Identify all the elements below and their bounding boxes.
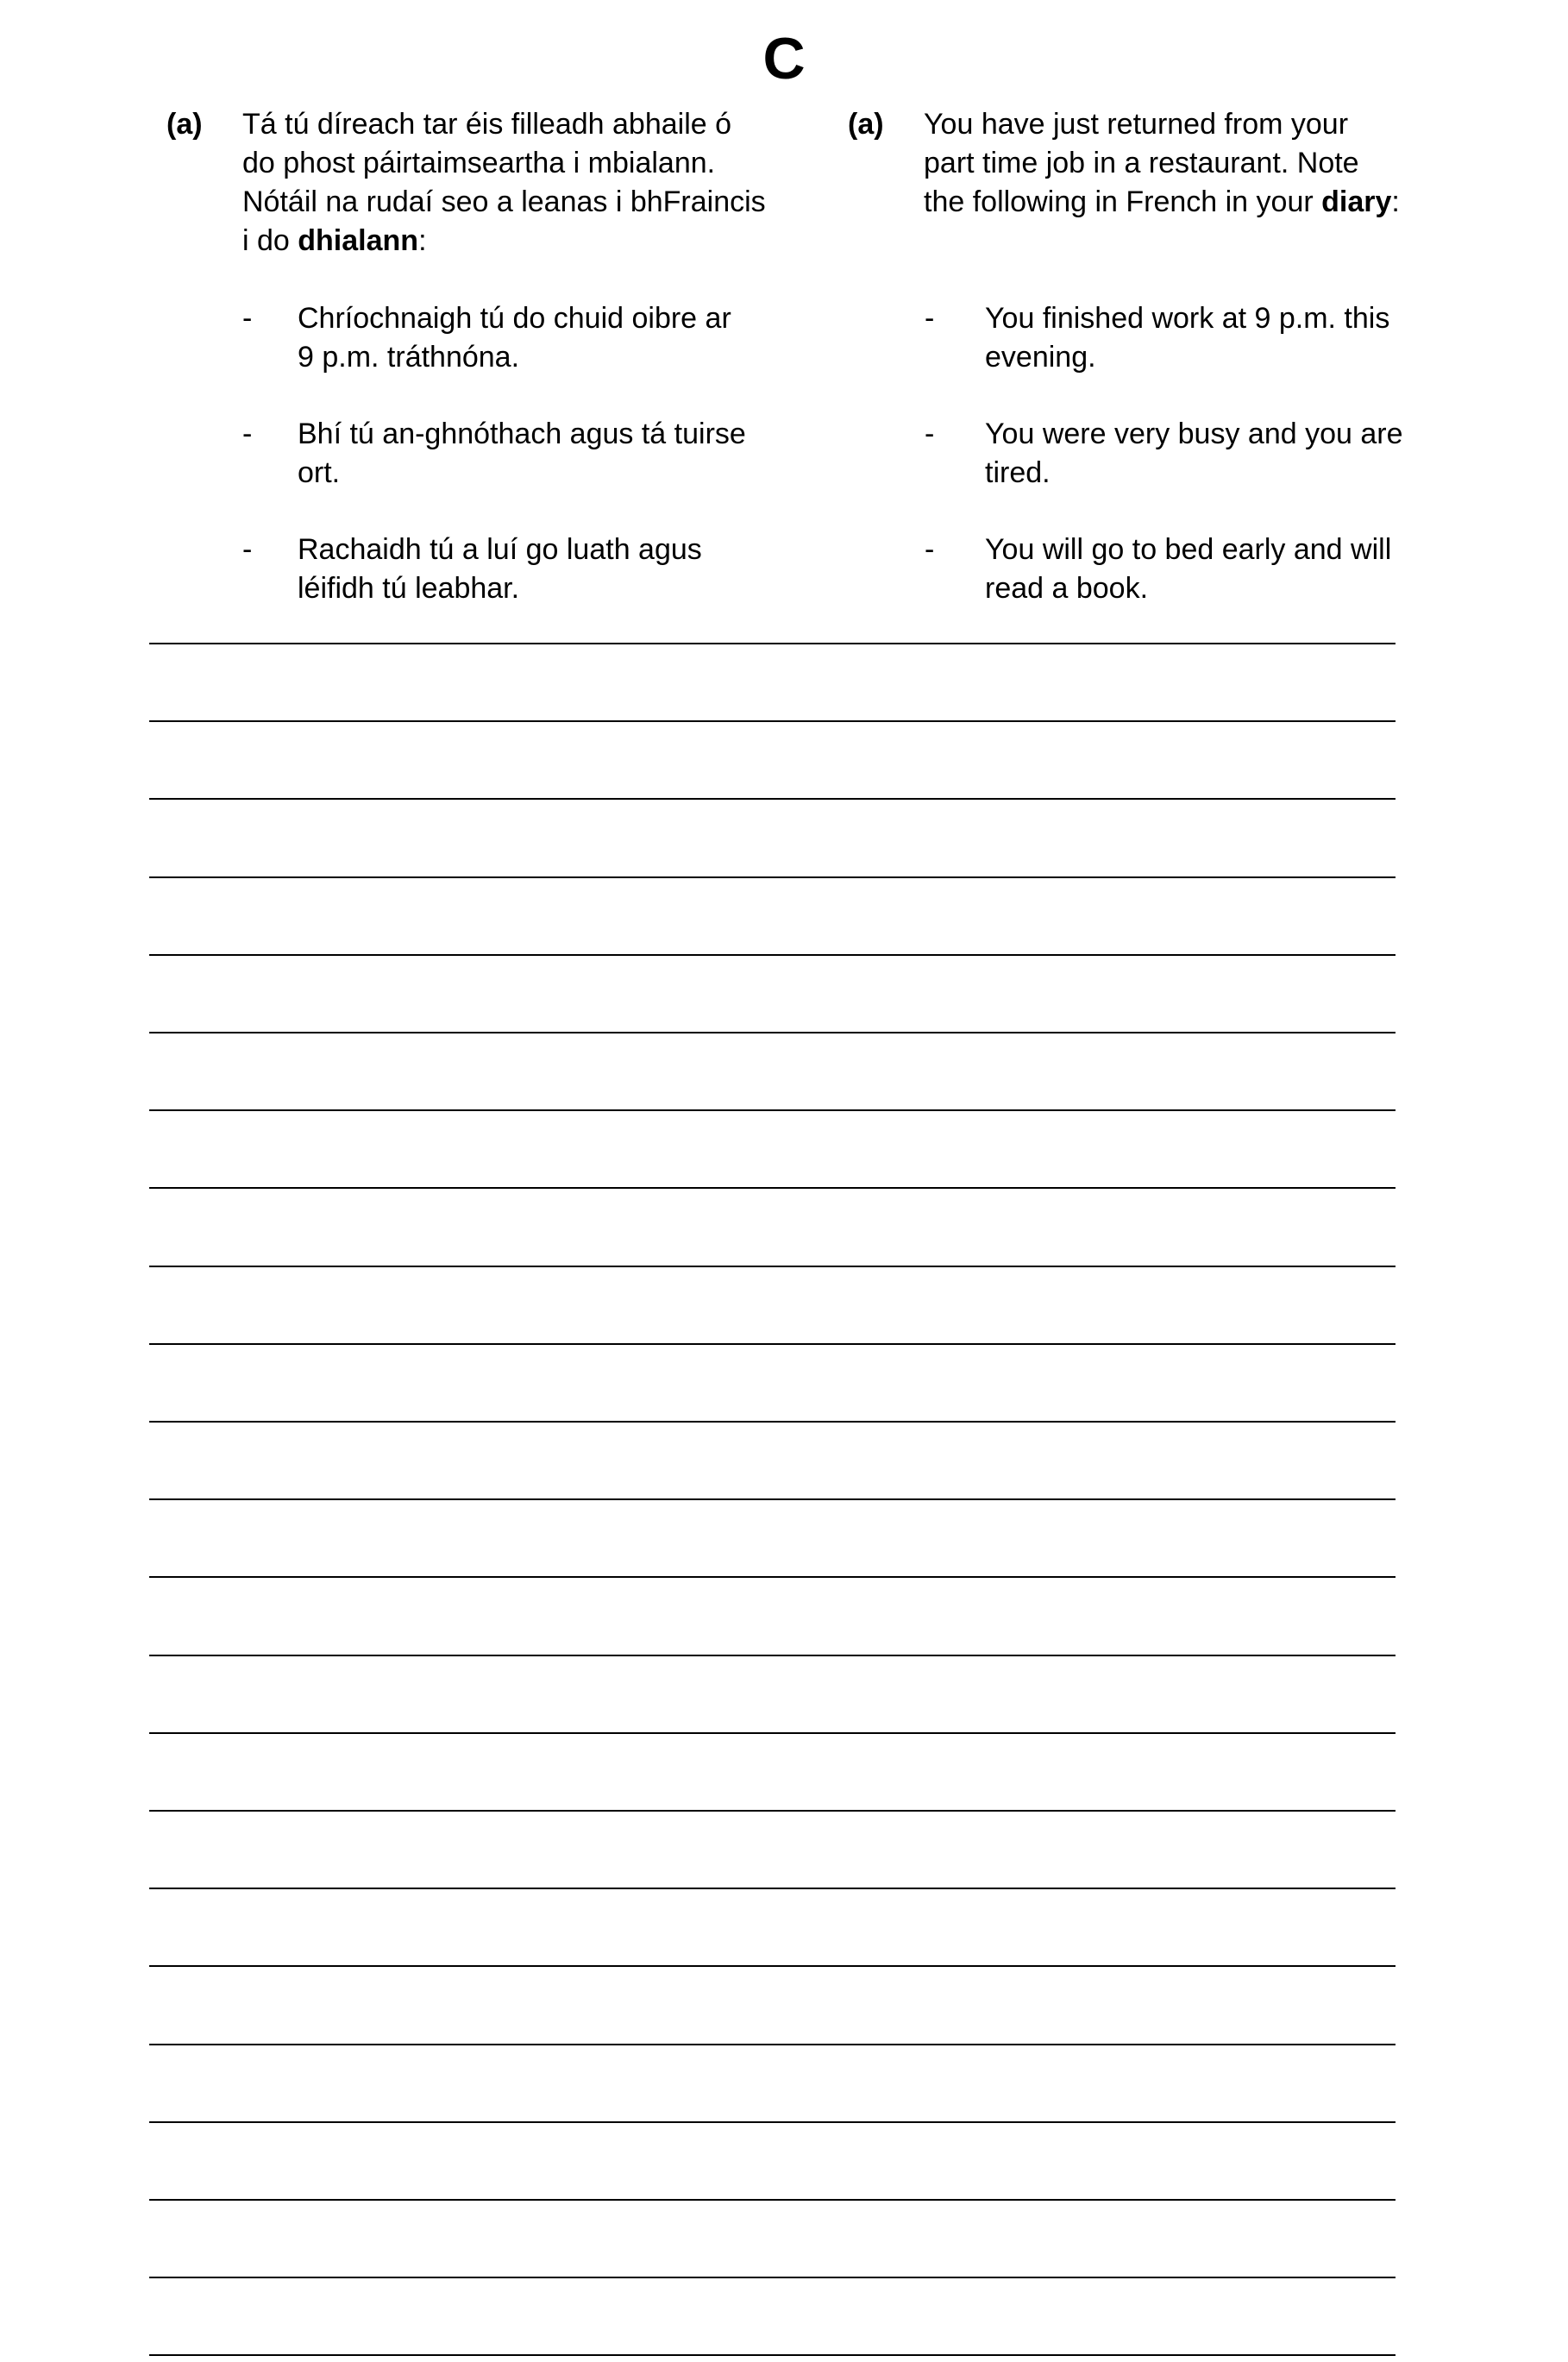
bullet-dash: - [242, 533, 253, 566]
bullet-line: You finished work at 9 p.m. this [985, 302, 1390, 335]
bullet-line: You will go to bed early and will [985, 533, 1392, 566]
bullet-line: read a book. [985, 572, 1149, 605]
irish-question-label: (a) [166, 108, 203, 141]
answer-line [149, 876, 1396, 878]
bullet-dash: - [925, 302, 935, 335]
bullet-dash: - [242, 302, 253, 335]
bullet-line: tired. [985, 456, 1051, 489]
intro-line: Tá tú díreach tar éis filleadh abhaile ó [242, 108, 732, 141]
bullet-line: Rachaidh tú a luí go luath agus [298, 533, 702, 566]
answer-line [149, 1576, 1396, 1578]
intro-bold-word: diary [1321, 185, 1392, 218]
bullet-dash: - [925, 533, 935, 566]
intro-line: part time job in a restaurant. Note [924, 147, 1359, 179]
intro-line: Nótáil na rudaí seo a leanas i bhFraincis [242, 185, 766, 218]
answer-line [149, 2121, 1396, 2123]
answer-line [149, 1032, 1396, 1033]
answer-line [149, 1343, 1396, 1345]
answer-line [149, 720, 1396, 722]
intro-suffix: : [1391, 185, 1400, 218]
answer-line [149, 954, 1396, 956]
intro-bold-word: dhialann [298, 224, 419, 257]
answer-line [149, 1498, 1396, 1500]
bullet-line: You were very busy and you are [985, 418, 1403, 450]
answer-line [149, 1888, 1396, 1889]
answer-line [149, 1266, 1396, 1267]
answer-line [149, 1109, 1396, 1111]
answer-line [149, 1810, 1396, 1812]
answer-line [149, 1965, 1396, 1967]
intro-line: You have just returned from your [924, 108, 1349, 141]
answer-lines [149, 0, 1396, 2362]
answer-line [149, 1732, 1396, 1734]
bullet-dash: - [242, 418, 253, 450]
answer-line [149, 2199, 1396, 2201]
bullet-line: Chríochnaigh tú do chuid oibre ar [298, 302, 731, 335]
answer-line [149, 643, 1396, 644]
answer-line [149, 2354, 1396, 2356]
answer-line [149, 2277, 1396, 2278]
bullet-line: ort. [298, 456, 341, 489]
answer-line [149, 2044, 1396, 2045]
section-letter: C [762, 26, 806, 91]
intro-prefix: i do [242, 224, 298, 257]
intro-line: do phost páirtaimseartha i mbialann. [242, 147, 716, 179]
bullet-line: léifidh tú leabhar. [298, 572, 520, 605]
bullet-line: evening. [985, 341, 1096, 374]
bullet-line: Bhí tú an-ghnóthach agus tá tuirse [298, 418, 746, 450]
answer-line [149, 798, 1396, 800]
bullet-dash: - [925, 418, 935, 450]
answer-line [149, 1421, 1396, 1423]
intro-suffix: : [418, 224, 427, 257]
intro-prefix: the following in French in your [924, 185, 1322, 218]
bullet-line: 9 p.m. tráthnóna. [298, 341, 520, 374]
english-question-label: (a) [848, 108, 884, 141]
answer-line [149, 1655, 1396, 1656]
answer-line [149, 1187, 1396, 1189]
